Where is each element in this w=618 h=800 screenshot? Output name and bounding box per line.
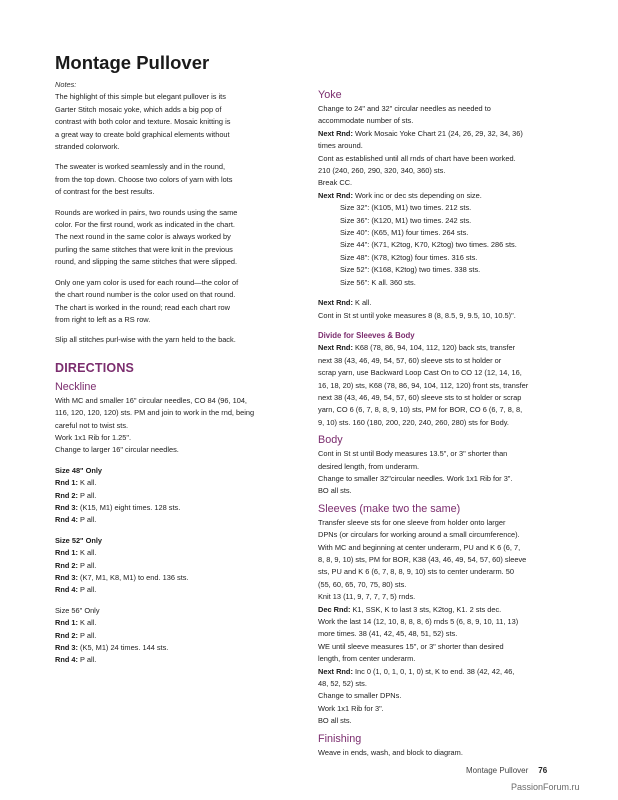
yoke-size-line: Size 32": (K105, M1) two times. 212 sts. <box>340 203 472 213</box>
size48-heading: Size 48" Only <box>55 465 103 475</box>
notes-line: The highlight of this simple but elegant pullover is its <box>55 92 226 102</box>
rnd-line: Rnd 4: P all. <box>55 655 97 665</box>
yoke-line: Next Rnd: Work inc or dec sts depending on size. <box>318 190 482 200</box>
yoke-size-line: Size 40": (K65, M1) four times. 264 sts. <box>340 228 469 238</box>
yoke-heading: Yoke <box>318 89 342 101</box>
divide-line: next 38 (43, 46, 49, 54, 57, 60) sleeve sts to st holder or scrap <box>318 392 522 402</box>
notes-paragraph <box>55 207 301 269</box>
notes-paragraph <box>55 161 301 198</box>
body-line: desired length, from underarm. <box>318 461 420 471</box>
notes-line: a great way to create bold graphical elements without <box>55 129 230 139</box>
yoke-size-line: Size 44": (K71, K2tog, K70, K2tog) two times. 286 sts. <box>340 240 517 250</box>
notes-line: color. For the first round, work as indicated in the chart. <box>55 220 235 230</box>
sleeves-line: sts, PU and K 6 (6, 7, 8, 8, 9, 10) sts to center underarm. 50 <box>318 567 514 577</box>
body-line: BO all sts. <box>318 486 352 496</box>
neckline-line: careful not to twist sts. <box>55 420 129 430</box>
notes-line: from the top down. Choose two colors of yarn with lots <box>55 174 233 184</box>
notes-paragraph <box>55 277 301 327</box>
yoke-size-line: Size 52": (K168, K2tog) two times. 338 sts. <box>340 265 481 275</box>
notes-line: of contrast for the best results. <box>55 187 155 197</box>
sleeves-line: Work the last 14 (12, 10, 8, 8, 8, 6) rnds 5 (6, 8, 9, 10, 11, 13) <box>318 617 519 627</box>
notes-line: Garter Stitch mosaic yoke, which adds a big pop of <box>55 104 222 114</box>
yoke-line: Next Rnd: K all. <box>318 298 372 308</box>
size52-heading: Size 52" Only <box>55 535 103 545</box>
finishing-line: Weave in ends, wash, and block to diagram. <box>318 747 463 757</box>
sleeves-line: BO all sts. <box>318 716 352 726</box>
directions-heading: DIRECTIONS <box>55 360 135 375</box>
rnd-line: Rnd 2: P all. <box>55 630 97 640</box>
yoke-line: Break CC. <box>318 178 353 188</box>
rnd-line: Rnd 1: K all. <box>55 548 97 558</box>
notes-line: from right to left as a RS row. <box>55 314 151 324</box>
sleeves-line: WE until sleeve measures 15", or 3" shorter than desired <box>318 641 504 651</box>
notes-line: The next round in the same color is always worked by <box>55 232 231 242</box>
finishing-heading: Finishing <box>318 732 362 745</box>
body-line: Cont in St st until Body measures 13.5", or 3" shorter than <box>318 449 508 459</box>
neckline-line: 116, 120, 120, 120) sts. PM and join to work in the rnd, being <box>55 408 255 418</box>
yoke-line: times around. <box>318 141 363 151</box>
page-title: Montage Pullover <box>55 52 210 73</box>
rnd-line: Rnd 3: (K15, M1) eight times. 128 sts. <box>55 502 181 512</box>
page-number: 76 <box>538 766 548 775</box>
rnd-line: Rnd 3: (K7, M1, K8, M1) to end. 136 sts. <box>55 573 189 582</box>
yoke-line: Next Rnd: Work Mosaic Yoke Chart 21 (24, 26, 29, 32, 34, 36) <box>318 128 523 138</box>
yoke-line: Change to 24" and 32" circular needles as needed to <box>318 104 491 113</box>
notes-line: round, and slipping the same stitches that were slipped. <box>55 257 237 267</box>
yoke-size-line: Size 48": (K78, K2tog) four times. 316 sts. <box>340 252 478 262</box>
sleeves-line: Dec Rnd: K1, SSK, K to last 3 sts, K2tog, K1. 2 sts dec. <box>318 604 502 614</box>
neckline-heading: Neckline <box>55 380 97 393</box>
divide-line: scrap yarn, use Backward Loop Cast On to CO 12 (12, 14, 16, <box>318 368 522 378</box>
notes-line: the chart round number is the color used on that round. <box>55 290 236 300</box>
neckline-line: Change to larger 16" circular needles. <box>55 445 179 455</box>
sleeves-line: DPNs (or circulars for working around a small circumference). <box>318 530 520 540</box>
page-footer <box>466 766 547 775</box>
notes-line: The sweater is worked seamlessly and in the round, <box>55 162 226 172</box>
sleeves-line: Change to smaller DPNs. <box>318 691 402 701</box>
sleeves-line: Next Rnd: Inc 0 (1, 0, 1, 0, 1, 0) st, K to end. 38 (42, 42, 46, <box>318 666 515 676</box>
sleeves-line: more times. 38 (41, 42, 45, 48, 51, 52) sts. <box>318 629 458 639</box>
yoke-line: 210 (240, 260, 290, 320, 340, 360) sts. <box>318 166 446 176</box>
left-column <box>55 79 301 667</box>
notes-line: Only one yarn color is used for each round—the color of <box>55 277 239 287</box>
footer-title: Montage Pullover <box>466 766 529 775</box>
body-heading: Body <box>318 434 343 447</box>
divide-line: next 38 (43, 46, 49, 54, 57, 60) sleeve sts to st holder or <box>318 355 502 365</box>
sleeves-line: 8, 8, 9, 10) sts, PM for BOR, K38 (43, 46, 49, 54, 57, 60) sleeve <box>318 555 527 564</box>
yoke-size-line: Size 56": K all. 360 sts. <box>340 277 416 287</box>
sleeves-line: Knit 13 (11, 9, 7, 7, 7, 5) rnds. <box>318 592 416 602</box>
notes-line: stranded colorwork. <box>55 142 120 152</box>
notes-label: Notes: <box>55 80 77 89</box>
divide-line: yarn, CO 6 (6, 7, 8, 8, 9, 10) sts, PM for BOR, CO 6 (6, 7, 8, 8, <box>318 405 523 415</box>
sleeves-line: Work 1x1 Rib for 3". <box>318 703 384 713</box>
rnd-line: Rnd 4: P all. <box>55 515 97 525</box>
notes-paragraph <box>55 91 301 153</box>
divide-line: Next Rnd: K68 (78, 86, 94, 104, 112, 120) back sts, transfer <box>318 343 516 353</box>
notes-line: purling the same stitches that were knit in the previous <box>55 244 233 254</box>
sleeves-heading: Sleeves (make two the same) <box>318 502 461 515</box>
sleeves-line: (55, 60, 65, 70, 75, 80) sts. <box>318 579 407 589</box>
sleeves-line: With MC and beginning at center underarm, PU and K 6 (6, 7, <box>318 542 521 552</box>
neckline-line: With MC and smaller 16" circular needles, CO 84 (96, 104, <box>55 395 247 405</box>
neckline-line: Work 1x1 Rib for 1.25". <box>55 432 132 442</box>
body-line: Change to smaller 32"circular needles. Work 1x1 Rib for 3". <box>318 473 513 483</box>
rnd-line: Rnd 2: P all. <box>55 490 97 500</box>
yoke-line: Cont as established until all rnds of chart have been worked. <box>318 153 516 163</box>
rnd-line: Rnd 1: K all. <box>55 478 97 488</box>
divide-heading: Divide for Sleeves & Body <box>318 330 415 340</box>
notes-line: The chart is worked in the round; read each chart row <box>55 302 231 312</box>
yoke-size-line: Size 36": (K120, M1) two times. 242 sts. <box>340 215 472 225</box>
sleeves-line: length, from center underarm. <box>318 654 416 664</box>
rnd-line: Rnd 3: (K5, M1) 24 times. 144 sts. <box>55 643 169 653</box>
sleeves-line: Transfer sleeve sts for one sleeve from holder onto larger <box>318 517 506 527</box>
rnd-line: Rnd 4: P all. <box>55 585 97 595</box>
sleeves-line: 48, 52, 52) sts. <box>318 679 367 689</box>
divide-line: 9, 10) sts. 160 (180, 200, 220, 240, 260, 280) sts for Body. <box>318 417 509 427</box>
watermark: PassionForum.ru <box>511 782 580 792</box>
notes-line: Rounds are worked in pairs, two rounds using the same <box>55 207 238 217</box>
notes-line: Slip all stitches purl-wise with the yarn held to the back. <box>55 335 236 345</box>
yoke-line: Cont in St st until yoke measures 8 (8, 8.5, 9, 9.5, 10, 10.5)". <box>318 310 516 320</box>
size56-heading: Size 56" Only <box>55 605 100 615</box>
right-column <box>318 88 574 759</box>
rnd-line: Rnd 1: K all. <box>55 618 97 628</box>
rnd-line: Rnd 2: P all. <box>55 560 97 570</box>
yoke-line: accommodate number of sts. <box>318 116 414 126</box>
divide-line: 16, 18, 20) sts, K68 (78, 86, 94, 104, 112, 120) front sts, transfer <box>318 380 529 390</box>
notes-line: contrast with both color and texture. Mosaic knitting is <box>55 117 231 127</box>
